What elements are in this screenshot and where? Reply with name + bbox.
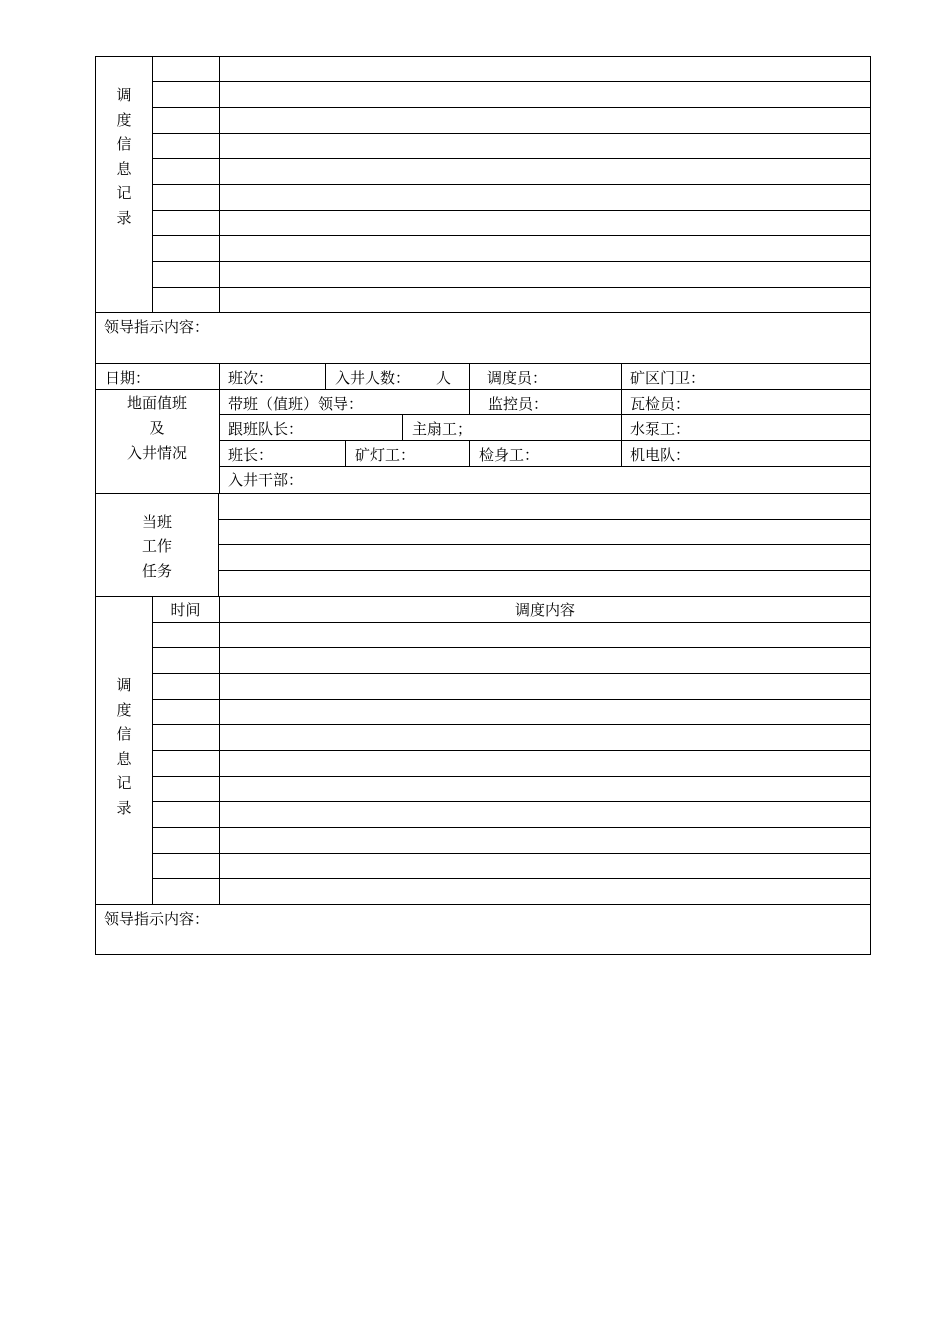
section1-row-line <box>152 107 871 108</box>
section2-side-label <box>114 673 134 820</box>
side-label-char: 录 <box>116 798 132 817</box>
time-column-header: 时间 <box>170 601 201 619</box>
side-label-char: 息 <box>116 159 132 178</box>
lamp-operator-label: 矿灯工： <box>355 446 416 464</box>
info-cell-divider <box>469 363 470 390</box>
side-label-char: 度 <box>116 110 132 129</box>
info-cell-divider <box>621 389 622 415</box>
info-cell-divider <box>345 440 346 467</box>
section1-side-label <box>114 83 134 230</box>
main-fan-label: 主扇工； <box>412 420 473 438</box>
side-label-char: 信 <box>116 725 132 743</box>
side-label-char: 录 <box>116 208 132 227</box>
side-label-char: 记 <box>116 774 132 792</box>
info-cell-divider <box>621 363 622 390</box>
tasks-bottom-line <box>95 596 871 597</box>
dispatch-record-form <box>95 56 871 955</box>
section2-row-line <box>152 673 871 674</box>
tasks-row-line <box>218 519 871 520</box>
tasks-row-line <box>218 570 871 571</box>
gate-guard-label: 矿区门卫： <box>630 369 706 387</box>
section2-row-line <box>152 750 871 751</box>
content-column-header: 调度内容 <box>514 601 575 619</box>
shift-leader-label: 带班（值班）领导： <box>228 395 364 413</box>
people-count-label: 入井人数： <box>335 369 411 387</box>
tasks-row-line <box>218 544 871 545</box>
section1-row-line <box>152 158 871 159</box>
side-label-char: 记 <box>116 184 132 202</box>
squad-leader-label: 班长： <box>228 446 274 464</box>
dispatcher-label: 调度员： <box>487 369 548 387</box>
info-row-line <box>219 466 871 467</box>
section1-row-line <box>152 235 871 236</box>
section1-row-line <box>152 184 871 185</box>
border-right <box>870 56 871 955</box>
side-label-char: 调 <box>116 86 132 104</box>
section2-bottom-line <box>95 904 871 905</box>
section2-row-line <box>152 827 871 828</box>
section2-row-line <box>152 801 871 802</box>
side-label-char: 度 <box>116 700 132 719</box>
tasks-title-line2: 工作 <box>141 537 172 555</box>
info-row-line <box>219 414 871 415</box>
border-bottom <box>95 954 871 955</box>
tasks-title-line1: 当班 <box>141 513 172 531</box>
section2-row-line <box>152 622 871 623</box>
people-unit: 人 <box>436 369 452 387</box>
info-cell-divider <box>325 363 326 390</box>
section2-row-line <box>152 878 871 879</box>
side-label-char: 调 <box>116 676 132 694</box>
pump-operator-label: 水泵工： <box>630 420 691 438</box>
info-row-line <box>219 440 871 441</box>
side-label-char: 信 <box>116 135 132 153</box>
info-cell-divider <box>621 440 622 467</box>
duty-title-line2: 及 <box>149 419 165 437</box>
section1-bottom-line <box>95 312 871 313</box>
gas-inspector-label: 瓦检员： <box>630 395 691 413</box>
duty-title-line1: 地面值班 <box>126 394 187 412</box>
leader-instruction-label-2: 领导指示内容： <box>104 910 210 928</box>
section2-row-line <box>152 853 871 854</box>
cadre-label: 入井干部： <box>228 471 304 489</box>
section2-row-line <box>152 724 871 725</box>
info-cell-divider <box>621 414 622 441</box>
section1-row-line <box>152 287 871 288</box>
section1-row-line <box>152 81 871 82</box>
side-label-char: 息 <box>116 749 132 768</box>
leader1-bottom-line <box>95 363 871 364</box>
info-bottom-line <box>95 493 871 494</box>
section2-row-line <box>152 647 871 648</box>
info-row-line <box>95 389 871 390</box>
shift-label: 班次： <box>228 369 274 387</box>
section1-row-line <box>152 261 871 262</box>
leader-instruction-label: 领导指示内容： <box>104 318 210 336</box>
info-cell-divider <box>402 414 403 441</box>
border-left <box>95 56 96 955</box>
duty-title-line3: 入井情况 <box>126 444 187 462</box>
team-leader-label: 跟班队长： <box>228 420 304 438</box>
info-cell-divider <box>469 389 470 415</box>
section2-row-line <box>152 776 871 777</box>
date-label: 日期： <box>105 369 151 387</box>
info-cell-divider <box>469 440 470 467</box>
mech-team-label: 机电队： <box>630 446 691 464</box>
section1-row-line <box>152 210 871 211</box>
section1-row-line <box>152 133 871 134</box>
section2-row-line <box>152 699 871 700</box>
body-checker-label: 检身工： <box>479 446 540 464</box>
monitor-label: 监控员： <box>488 395 549 413</box>
tasks-title-line3: 任务 <box>141 562 172 580</box>
info-label-divider <box>219 363 220 494</box>
border-top <box>95 56 871 57</box>
